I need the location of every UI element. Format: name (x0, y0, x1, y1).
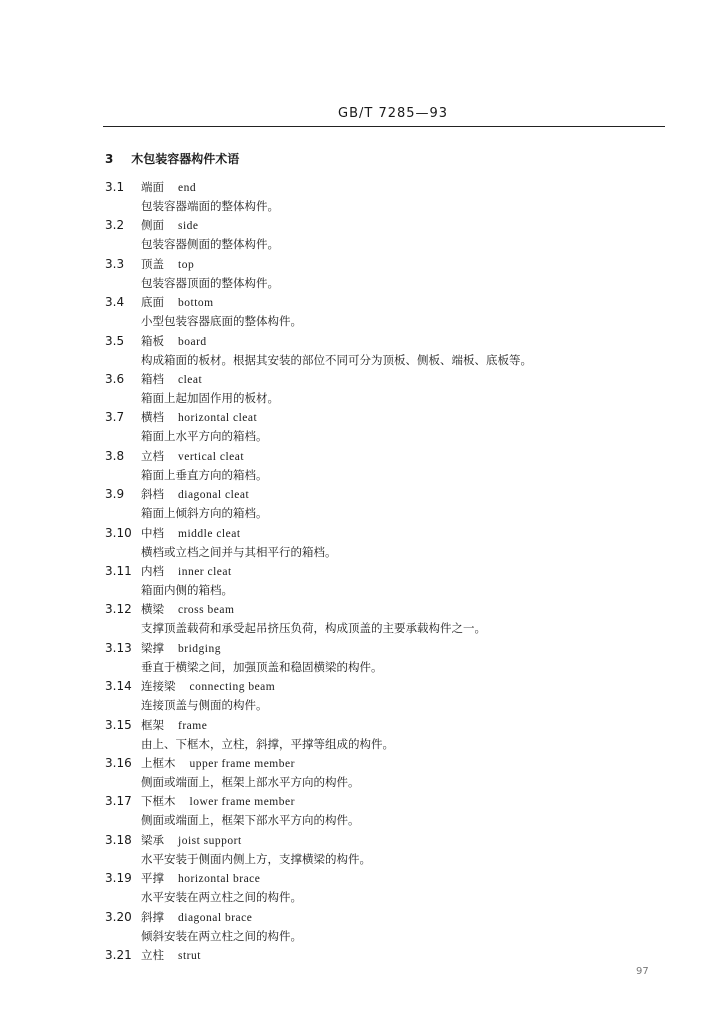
term-definition: 侧面或端面上，框架上部水平方向的构件。 (141, 775, 360, 789)
term-english: lower frame member (189, 796, 295, 809)
term-definition: 倾斜安装在两立柱之间的构件。 (141, 928, 302, 943)
term-entry (105, 178, 196, 197)
term-chinese: 框架 (141, 717, 164, 732)
term-english: vertical cleat (178, 450, 245, 463)
term-chinese: 横档 (141, 410, 164, 425)
term-entry (105, 792, 295, 811)
term-english: frame (178, 719, 208, 732)
term-chinese: 内档 (141, 564, 164, 578)
term-entry (105, 600, 234, 619)
term-number: 3.21 (105, 948, 132, 962)
term-chinese: 端面 (141, 180, 164, 194)
term-chinese: 箱板 (141, 333, 164, 348)
term-entry (105, 332, 207, 351)
term-english: horizontal brace (178, 873, 261, 886)
header-rule (103, 126, 665, 127)
term-number: 3.11 (105, 564, 132, 578)
term-chinese: 连接梁 (141, 679, 176, 694)
term-number: 3.8 (105, 448, 125, 463)
term-entry (105, 639, 221, 658)
term-english: connecting beam (189, 681, 276, 694)
term-number: 3.14 (105, 679, 132, 694)
term-chinese: 斜档 (141, 487, 164, 502)
term-english: bottom (178, 297, 214, 310)
term-entry (105, 447, 244, 466)
term-definition: 支撑顶盖载荷和承受起吊挤压负荷，构成顶盖的主要承载构件之一。 (141, 621, 486, 636)
term-number: 3.2 (105, 218, 125, 233)
term-definition: 箱面上水平方向的箱档。 (141, 429, 268, 444)
section-number: 3 (105, 152, 114, 166)
term-english: diagonal cleat (178, 489, 250, 502)
term-entry (105, 831, 242, 850)
term-english: middle cleat (178, 527, 241, 540)
term-english: inner cleat (178, 566, 232, 578)
term-english: strut (178, 950, 201, 962)
term-entry (105, 408, 257, 427)
term-definition: 小型包装容器底面的整体构件。 (141, 314, 302, 329)
term-english: board (178, 335, 207, 348)
term-english: cleat (178, 374, 203, 386)
term-number: 3.9 (105, 487, 125, 502)
term-chinese: 箱档 (141, 372, 164, 386)
term-definition: 侧面或端面上，框架下部水平方向的构件。 (141, 813, 360, 828)
term-chinese: 下框木 (141, 794, 176, 809)
term-chinese: 平撑 (141, 871, 164, 886)
term-english: top (178, 258, 195, 271)
term-definition: 包装容器侧面的整体构件。 (141, 237, 279, 252)
term-definition: 箱面内侧的箱档。 (141, 583, 233, 597)
term-definition: 包装容器端面的整体构件。 (141, 199, 279, 213)
term-number: 3.18 (105, 832, 132, 847)
term-entry (105, 485, 249, 504)
term-entry (105, 524, 241, 543)
page-number: 97 (636, 966, 649, 977)
term-english: bridging (178, 642, 221, 655)
term-number: 3.17 (105, 794, 132, 809)
term-definition: 包装容器顶面的整体构件。 (141, 275, 279, 290)
term-number: 3.12 (105, 602, 132, 617)
term-definition: 箱面上垂直方向的箱档。 (141, 467, 268, 482)
term-english: upper frame member (189, 758, 295, 770)
term-number: 3.1 (105, 180, 125, 194)
term-number: 3.20 (105, 909, 132, 924)
term-entry (105, 754, 295, 773)
term-english: joist support (178, 834, 242, 847)
term-english: side (178, 220, 199, 233)
term-chinese: 横梁 (141, 602, 164, 617)
term-number: 3.7 (105, 410, 125, 425)
term-entry (105, 946, 201, 965)
term-chinese: 斜撑 (141, 909, 164, 924)
term-chinese: 上框木 (141, 756, 176, 770)
term-entry (105, 677, 275, 696)
term-entry (105, 293, 214, 312)
term-definition: 水平安装于侧面内侧上方，支撑横梁的构件。 (141, 851, 371, 866)
term-chinese: 中档 (141, 525, 164, 540)
term-entry (105, 216, 199, 235)
term-chinese: 顶盖 (141, 256, 164, 271)
term-chinese: 梁撑 (141, 640, 164, 655)
section-title: 木包装容器构件术语 (131, 152, 240, 166)
term-entry (105, 869, 260, 888)
term-number: 3.19 (105, 871, 132, 886)
term-definition: 水平安装在两立柱之间的构件。 (141, 890, 302, 905)
term-definition: 箱面上倾斜方向的箱档。 (141, 506, 268, 521)
term-chinese: 立档 (141, 448, 164, 463)
term-definition: 构成箱面的板材。根据其安装的部位不同可分为顶板、侧板、端板、底板等。 (141, 352, 532, 367)
term-chinese: 立柱 (141, 948, 164, 962)
term-number: 3.4 (105, 295, 125, 310)
term-chinese: 底面 (141, 295, 164, 310)
term-entry (105, 716, 207, 735)
term-definition: 垂直于横梁之间，加强顶盖和稳固横梁的构件。 (141, 659, 383, 674)
term-number: 3.5 (105, 333, 125, 348)
term-number: 3.10 (105, 525, 132, 540)
term-number: 3.3 (105, 256, 125, 271)
term-english: end (178, 182, 197, 194)
term-entry (105, 908, 252, 927)
term-definition: 由上、下框木，立柱，斜撑，平撑等组成的构件。 (141, 736, 394, 751)
term-english: cross beam (178, 604, 235, 617)
term-number: 3.6 (105, 372, 125, 386)
term-definition: 箱面上起加固作用的板材。 (141, 391, 279, 405)
term-entry (105, 370, 202, 389)
term-entry (105, 562, 232, 581)
term-definition: 横档或立档之间并与其相平行的箱档。 (141, 544, 337, 559)
term-chinese: 侧面 (141, 218, 164, 233)
term-english: horizontal cleat (178, 412, 258, 425)
term-chinese: 梁承 (141, 832, 164, 847)
term-number: 3.16 (105, 756, 132, 770)
term-entry (105, 255, 194, 274)
term-number: 3.15 (105, 717, 132, 732)
term-definition: 连接顶盖与侧面的构件。 (141, 698, 268, 713)
term-english: diagonal brace (178, 911, 253, 924)
section-heading (105, 150, 239, 167)
standard-code-header: GB/T 7285—93 (338, 106, 449, 121)
term-number: 3.13 (105, 640, 132, 655)
